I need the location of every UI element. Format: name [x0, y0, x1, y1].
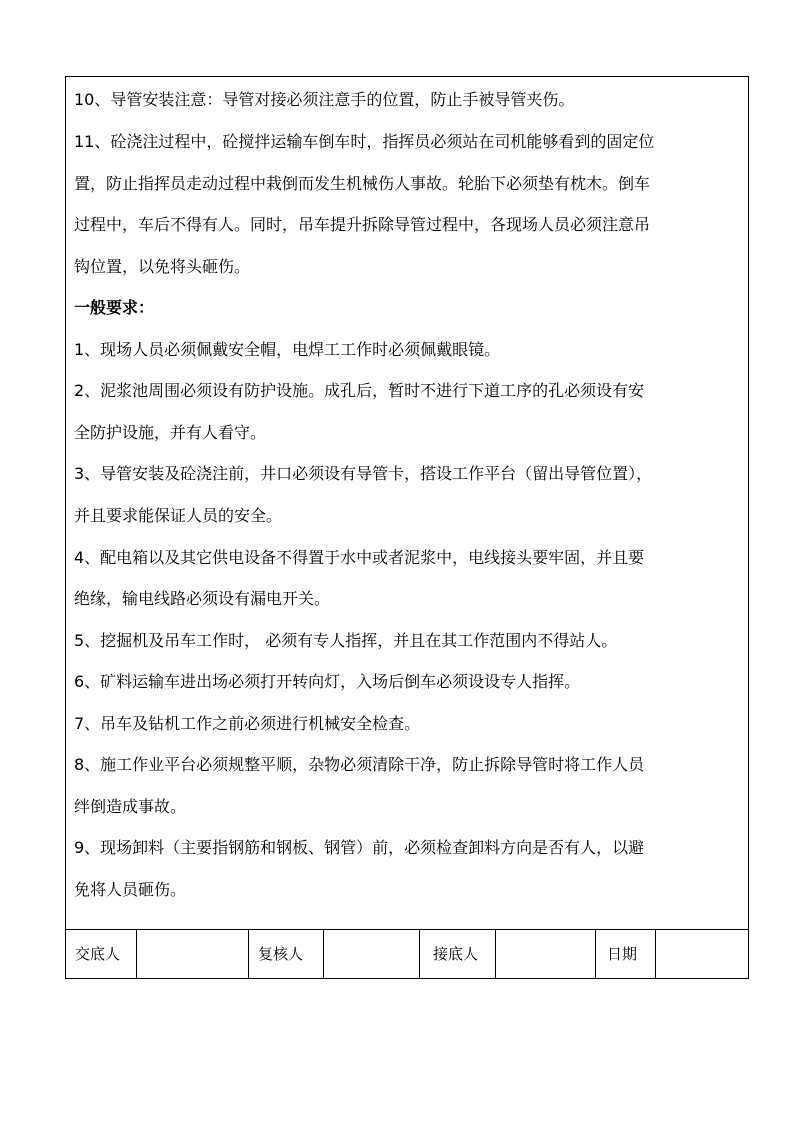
date-field[interactable]	[656, 930, 748, 978]
text-line: 4、配电箱以及其它供电设备不得置于水中或者泥浆中，电线接头要牢固，并且要	[74, 548, 645, 567]
text-line: 并且要求能保证人员的安全。	[74, 506, 283, 525]
text-line: 置，防止指挥员走动过程中栽倒而发生机械伤人事故。轮胎下必须垫有枕木。倒车	[74, 174, 651, 193]
text-line: 全防护设施，并有人看守。	[74, 423, 267, 442]
text-line: 绊倒造成事故。	[74, 797, 187, 816]
receiver-label-cell	[420, 930, 496, 978]
section-heading: 一般要求：	[74, 298, 155, 317]
content-cell	[66, 77, 748, 929]
text-line: 3、导管安装及砼浇注前，井口必须设有导管卡，搭设工作平台（留出导管位置），	[74, 464, 653, 483]
text-line: 过程中，车后不得有人。同时，吊车提升拆除导管过程中，各现场人员必须注意吊	[74, 215, 651, 234]
text-line: 绝缘，输电线路必须设有漏电开关。	[74, 589, 331, 608]
text-line: 11、砼浇注过程中，砼搅拌运输车倒车时，指挥员必须站在司机能够看到的固定位	[74, 132, 655, 151]
text-line: 7、吊车及钻机工作之前必须进行机械安全检查。	[74, 714, 421, 733]
briefer-label: 交底人	[75, 945, 121, 963]
date-label: 日期	[607, 945, 638, 963]
text-line: 钩位置，以免将头砸伤。	[74, 257, 251, 276]
text-line: 免将人员砸伤。	[74, 880, 187, 899]
text-line: 10、导管安装注意：导管对接必须注意手的位置，防止手被导管夹伤。	[74, 90, 575, 109]
text-line: 2、泥浆池周围必须设有防护设施。成孔后，暂时不进行下道工序的孔必须设有安	[74, 381, 645, 400]
reviewer-signature-field[interactable]	[324, 930, 420, 978]
date-label-cell	[596, 930, 656, 978]
document-table	[65, 76, 749, 979]
reviewer-label-cell	[249, 930, 324, 978]
receiver-label: 接底人	[433, 945, 479, 963]
signature-row	[66, 929, 748, 978]
text-line: 6、矿料运输车进出场必须打开转向灯，入场后倒车必须设设专人指挥。	[74, 672, 581, 691]
briefer-signature-field[interactable]	[137, 930, 249, 978]
text-line: 1、现场人员必须佩戴安全帽，电焊工工作时必须佩戴眼镜。	[74, 340, 501, 359]
receiver-signature-field[interactable]	[496, 930, 596, 978]
text-line: 9、现场卸料（主要指钢筋和钢板、钢管）前，必须检查卸料方向是否有人，以避	[74, 838, 645, 857]
text-line: 5、挖掘机及吊车工作时， 必须有专人指挥，并且在其工作范围内不得站人。	[74, 631, 618, 650]
text-line: 8、施工作业平台必须规整平顺，杂物必须清除干净，防止拆除导管时将工作人员	[74, 755, 645, 774]
reviewer-label: 复核人	[258, 945, 304, 963]
briefer-label-cell	[66, 930, 137, 978]
